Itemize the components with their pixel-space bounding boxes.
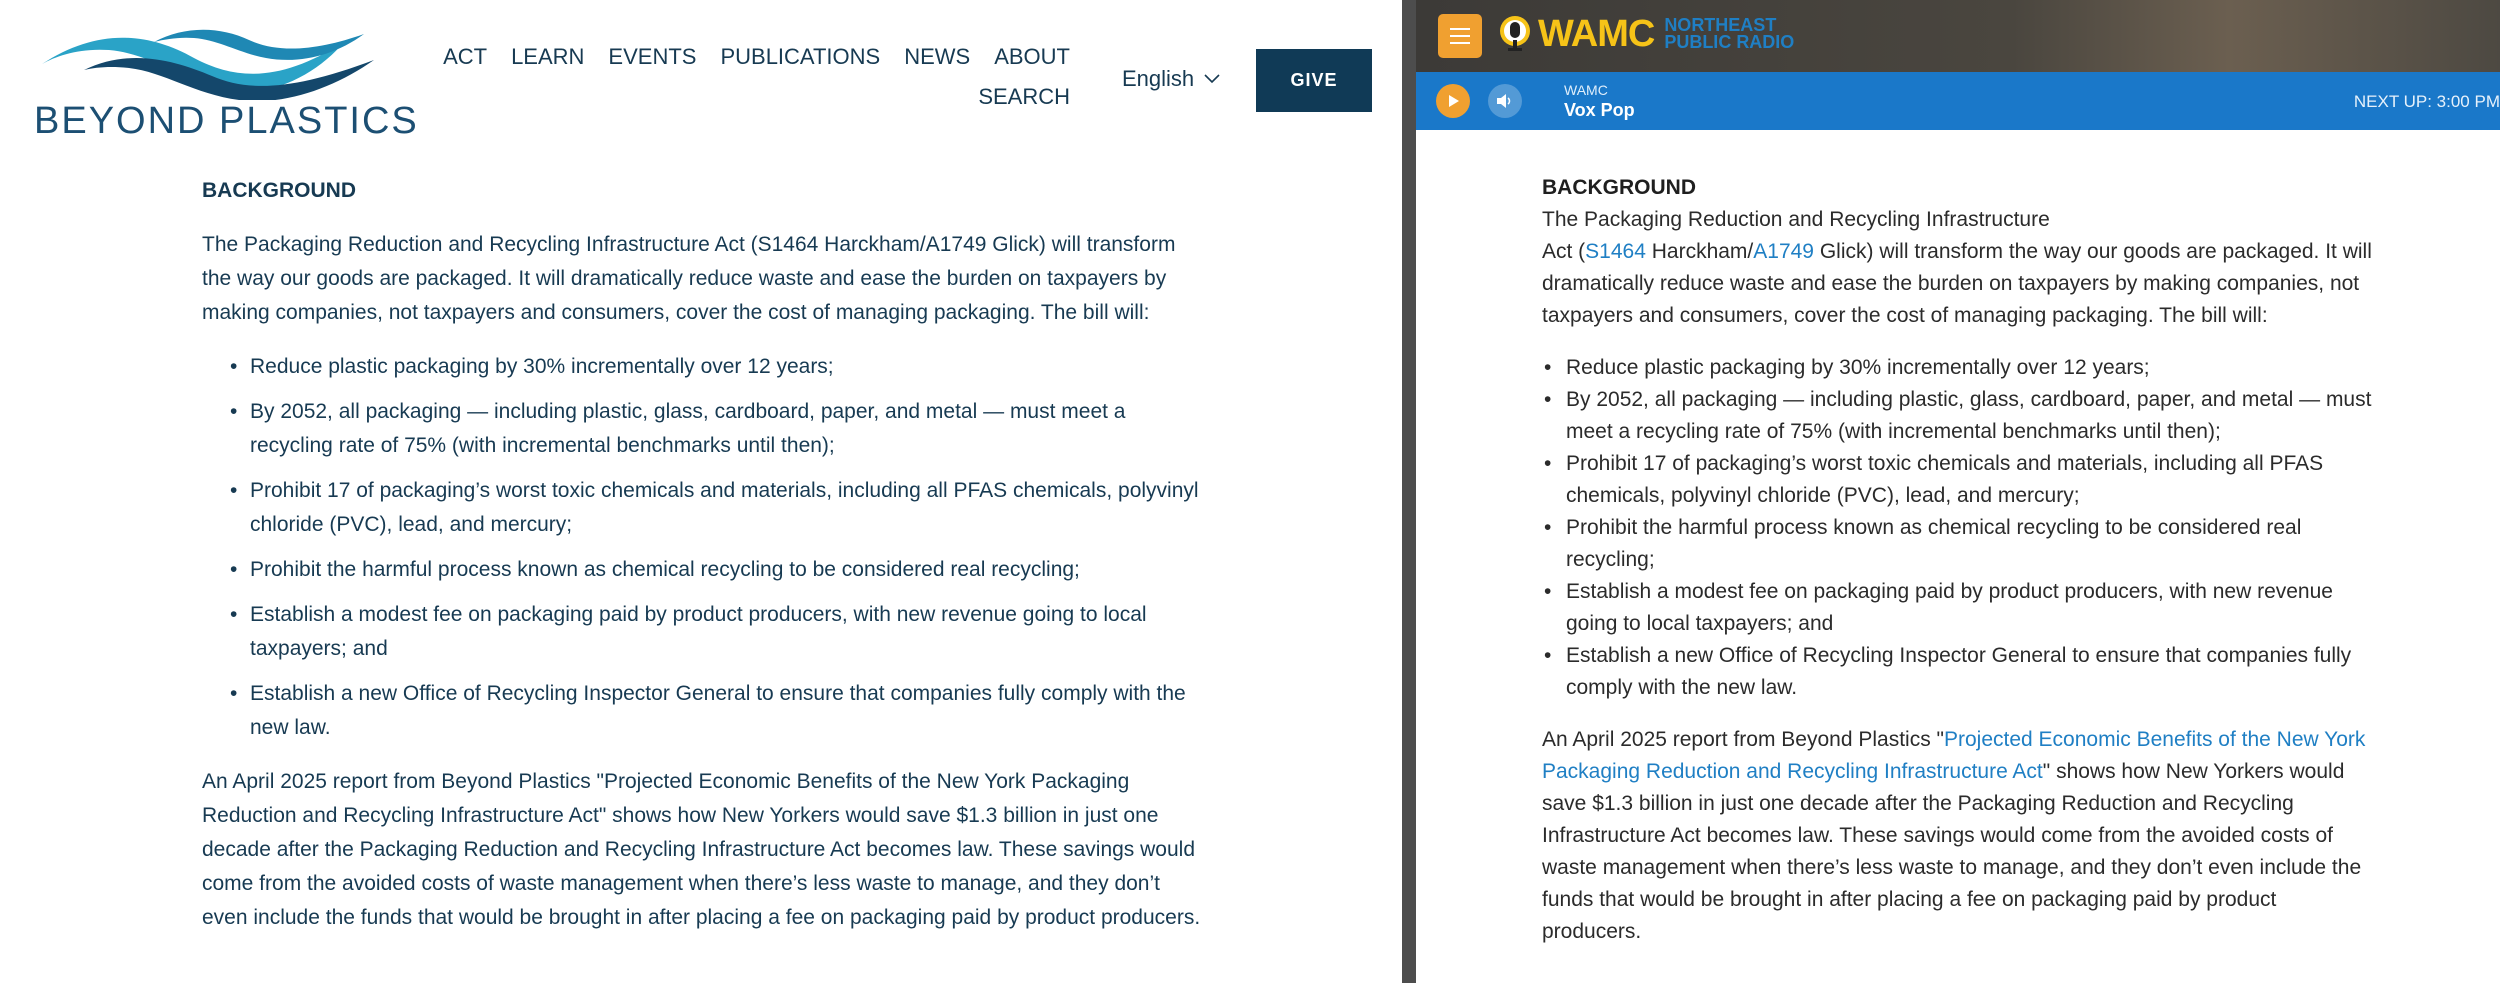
wamc-brand: WAMC [1538, 13, 1655, 55]
nav-row-primary [430, 44, 1070, 70]
language-selector[interactable] [1122, 66, 1220, 92]
nav-act[interactable]: ACT [443, 44, 488, 69]
wamc-page [1416, 0, 2500, 983]
play-icon [1446, 94, 1460, 108]
intro-text: Glick) will transform the way our goods are packaged. It will dramatically reduce waste and ease the burden on taxpayers by making companies, not taxpayers and consumers, cover the cost of managing packaging. The bill will: [1542, 240, 2372, 327]
nav-news[interactable]: NEWS [904, 44, 971, 69]
nav-about[interactable]: ABOUT [994, 44, 1070, 69]
list-item: • Reduce plastic packaging by 30% incrementally over 12 years; [1566, 352, 2374, 384]
play-button[interactable] [1436, 84, 1470, 118]
list-item: • Establish a modest fee on packaging paid by product producers, with new revenue going to local taxpayers; and [250, 598, 1202, 666]
beyond-plastics-logo[interactable] [34, 20, 419, 142]
audio-player-bar [1416, 72, 2500, 130]
bp-bill-provisions-list [202, 350, 1202, 745]
nav-publications[interactable]: PUBLICATIONS [720, 44, 881, 69]
wamc-article-closing [1542, 724, 2374, 948]
wamc-logo[interactable] [1498, 14, 1794, 54]
assembly-bill-link[interactable]: A1749 [1753, 240, 1814, 263]
intro-text: Harckham/ [1645, 240, 1754, 263]
volume-button[interactable] [1488, 84, 1522, 118]
wamc-article-heading: BACKGROUND [1542, 176, 1696, 199]
split-divider[interactable] [1402, 0, 1416, 983]
bp-article-intro: The Packaging Reduction and Recycling Infrastructure Act (S1464 Harckham/A1749 Glick) will transform the way our goods are packaged. It will dramatically reduce waste and ease the burden on taxpayers by making companies, not taxpayers and consumers, cover the cost of managing packaging. The bill will: [202, 233, 1176, 324]
give-button[interactable]: GIVE [1256, 49, 1372, 112]
bp-article-heading: BACKGROUND [202, 179, 356, 202]
hamburger-icon [1450, 42, 1470, 44]
intro-text: Act ( [1542, 240, 1586, 263]
hamburger-icon [1450, 35, 1470, 37]
menu-button[interactable] [1438, 14, 1482, 58]
wamc-article-intro [1542, 204, 2374, 332]
next-up-label: NEXT UP: 3:00 PM [2353, 92, 2500, 111]
list-item: • Reduce plastic packaging by 30% incrementally over 12 years; [250, 350, 1202, 384]
list-item: • Prohibit the harmful process known as chemical recycling to be considered real recycling; [250, 553, 1202, 587]
volume-icon [1496, 93, 1514, 109]
station-label: WAMC [1564, 82, 1608, 98]
nav-learn[interactable]: LEARN [511, 44, 585, 69]
list-item: • Establish a modest fee on packaging paid by product producers, with new revenue going to local taxpayers; and [1566, 576, 2374, 640]
language-label: English [1122, 66, 1195, 91]
now-playing-title: Vox Pop [1564, 100, 1635, 120]
wamc-tagline [1664, 17, 1794, 51]
senate-bill-link[interactable]: S1464 [1585, 240, 1646, 263]
list-item: • By 2052, all packaging — including plastic, glass, cardboard, paper, and metal — must meet a recycling rate of 75% (with incremental benchmarks until then); [250, 395, 1202, 463]
list-item: • Establish a new Office of Recycling Inspector General to ensure that companies fully comply with the new law. [250, 677, 1202, 745]
nav-row-secondary [430, 84, 1070, 110]
closing-text: An April 2025 report from Beyond Plastics " [1542, 728, 1944, 751]
microphone-icon [1498, 14, 1532, 54]
wamc-tagline-line2: PUBLIC RADIO [1664, 32, 1795, 52]
bp-article [202, 174, 1202, 935]
beyond-plastics-wordmark: BEYOND PLASTICS [34, 100, 419, 142]
nav-search[interactable]: SEARCH [978, 84, 1070, 109]
wamc-article [1542, 172, 2374, 948]
bp-article-closing: An April 2025 report from Beyond Plastics "Projected Economic Benefits of the New York Packaging Reduction and Recycling Infrastructure Act" shows how New Yorkers would save $1.3 billion in just one decade after the Packaging Reduction and Recycling Infrastructure Act becomes law. These savings would come from the avoided costs of waste management when there’s less waste to manage, and they don’t even include the funds that would be brought in after placing a fee on packaging paid by product producers. [202, 770, 1201, 929]
list-item: • Prohibit the harmful process known as chemical recycling to be considered real recycling; [1566, 512, 2374, 576]
wamc-tagline-line1: NORTHEAST [1664, 15, 1777, 35]
list-item: • Establish a new Office of Recycling Inspector General to ensure that companies fully comply with the new law. [1566, 640, 2374, 704]
nav-events[interactable]: EVENTS [608, 44, 697, 69]
wave-logo-icon [34, 20, 384, 100]
list-item: • By 2052, all packaging — including plastic, glass, cardboard, paper, and metal — must meet a recycling rate of 75% (with incremental benchmarks until then); [1566, 384, 2374, 448]
main-nav [430, 44, 1070, 110]
list-item: • Prohibit 17 of packaging’s worst toxic chemicals and materials, including all PFAS chemicals, polyvinyl chloride (PVC), lead, and mercury; [250, 474, 1202, 542]
closing-text: " shows how New Yorkers would save $1.3 billion in just one decade after the Packaging Reduction and Recycling Infrastructure Act becomes law. These savings would come from the avoided costs of waste management when there’s less waste to manage, and they don’t even include the funds that would be brought in after placing a fee on packaging paid by product producers. [1542, 760, 2362, 943]
report-link[interactable]: Projected Economic Benefits of the New York Packaging Reduction and Recycling Infrastructure Act [1542, 728, 2366, 783]
hamburger-icon [1450, 28, 1470, 30]
intro-text: The Packaging Reduction and Recycling Infrastructure [1542, 208, 2050, 231]
chevron-down-icon [1204, 74, 1220, 84]
wamc-bill-provisions-list [1542, 352, 2374, 704]
list-item: • Prohibit 17 of packaging’s worst toxic chemicals and materials, including all PFAS chemicals, polyvinyl chloride (PVC), lead, and mercury; [1566, 448, 2374, 512]
wamc-header [1416, 0, 2500, 72]
